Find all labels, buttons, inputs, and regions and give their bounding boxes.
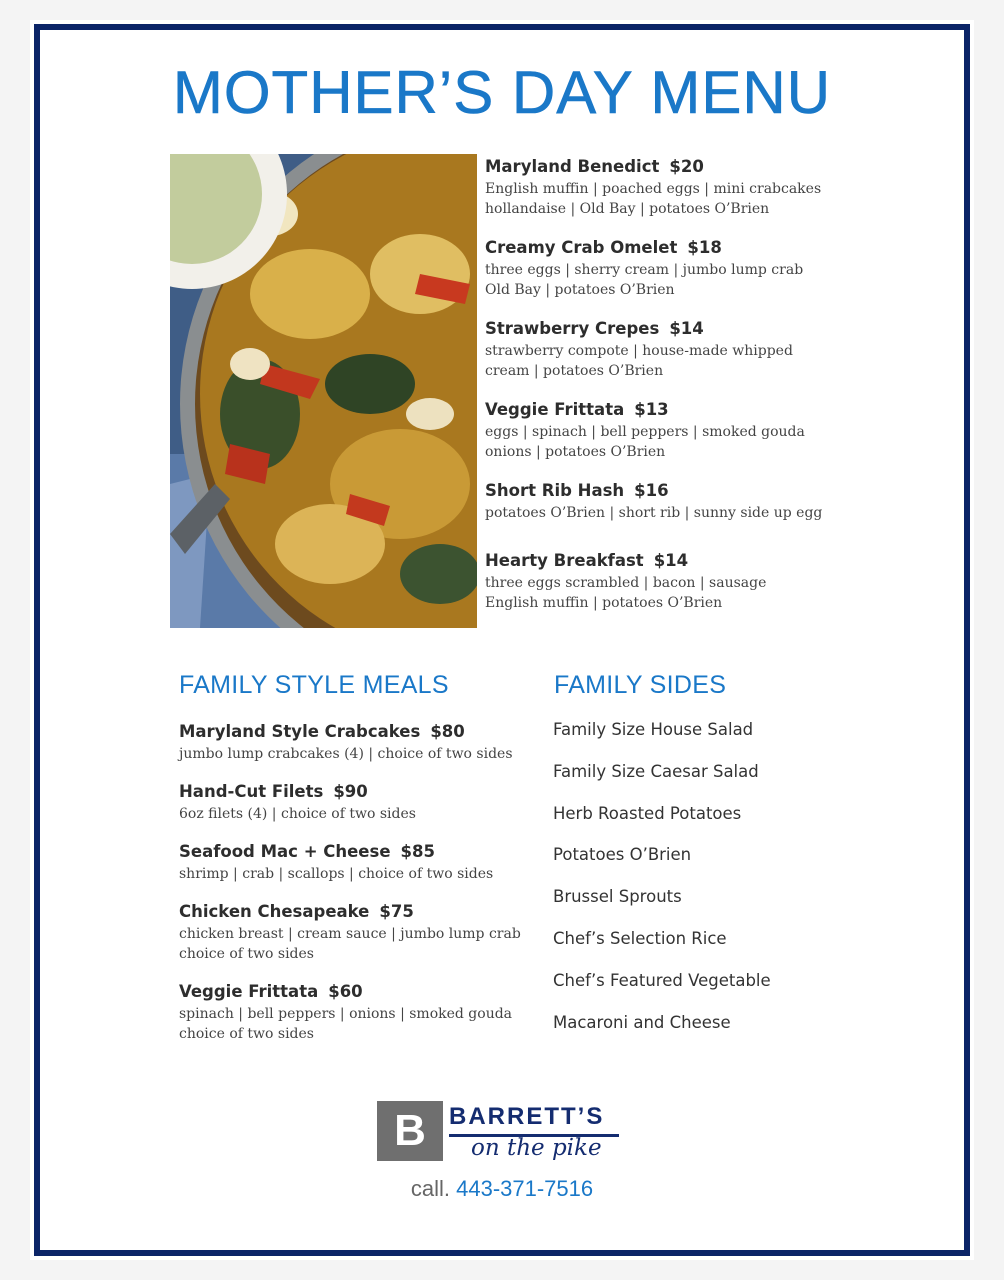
- menu-item: [179, 720, 539, 764]
- item-name: Maryland Benedict: [485, 157, 660, 176]
- item-price: $14: [669, 319, 704, 338]
- side-item: Family Size House Salad: [553, 720, 754, 739]
- item-price: $16: [634, 481, 669, 500]
- item-price: $14: [653, 551, 689, 570]
- item-price: $13: [634, 400, 669, 419]
- item-description: shrimp | crab | scallops | choice of two sides: [179, 866, 494, 882]
- item-price: $18: [687, 238, 722, 257]
- side-item: Brussel Sprouts: [553, 887, 682, 907]
- item-description: strawberry compote | house-made whipped: [485, 343, 793, 359]
- item-description: onions | potatoes O’Brien: [485, 444, 666, 460]
- item-price: $60: [328, 982, 363, 1001]
- item-description: potatoes O’Brien | short rib | sunny side up egg: [485, 505, 823, 521]
- item-description: English muffin | poached eggs | mini crabcakes: [485, 181, 822, 197]
- item-description: jumbo lump crabcakes (4) | choice of two sides: [179, 746, 513, 762]
- side-item: Chef’s Featured Vegetable: [553, 970, 771, 990]
- item-description: hollandaise | Old Bay | potatoes O’Brien: [485, 201, 770, 217]
- item-description: eggs | spinach | bell peppers | smoked gouda: [485, 424, 805, 440]
- frittata-photo: [170, 154, 477, 628]
- logo-name: BARRETT’S: [449, 1103, 605, 1130]
- call-label: call.: [410, 1176, 450, 1201]
- family-meals-heading: FAMILY STYLE MEALS: [179, 671, 449, 699]
- item-name: Creamy Crab Omelet: [485, 238, 678, 257]
- item-price: $75: [379, 902, 414, 921]
- side-item: Macaroni and Cheese: [553, 1012, 731, 1032]
- side-item: Chef’s Selection Rice: [553, 928, 727, 948]
- side-item: Herb Roasted Potatoes: [553, 803, 742, 823]
- item-name: Strawberry Crepes: [485, 319, 660, 338]
- item-name: Short Rib Hash: [485, 481, 625, 500]
- page-title: MOTHER’S DAY MENU: [172, 59, 832, 126]
- menu-item: [179, 840, 539, 884]
- item-price: $90: [333, 782, 368, 801]
- menu-item: [179, 900, 539, 964]
- item-name: Hearty Breakfast: [485, 551, 644, 570]
- item-name: Chicken Chesapeake: [179, 902, 370, 921]
- brunch-menu: [485, 155, 845, 630]
- item-description: chicken breast | cream sauce | jumbo lump crab: [179, 926, 521, 942]
- item-price: $80: [430, 722, 465, 741]
- menu-item: [179, 980, 539, 1044]
- item-description: 6oz filets (4) | choice of two sides: [179, 806, 416, 822]
- item-description: three eggs | sherry cream | jumbo lump crab: [485, 262, 804, 278]
- family-sides-list: [553, 718, 853, 1052]
- barretts-logo: [377, 1101, 627, 1165]
- side-item: Potatoes O’Brien: [553, 845, 692, 865]
- contact-line: [0, 1176, 1004, 1202]
- menu-item: [485, 398, 845, 462]
- menu-item: [179, 780, 539, 824]
- item-description: choice of two sides: [179, 1026, 314, 1042]
- item-description: English muffin | potatoes O’Brien: [485, 595, 723, 611]
- item-name: Hand-Cut Filets: [179, 782, 324, 801]
- item-name: Veggie Frittata: [485, 400, 625, 419]
- menu-item: [485, 317, 845, 381]
- side-item: Family Size Caesar Salad: [553, 761, 759, 781]
- item-description: three eggs scrambled | bacon | sausage: [485, 575, 767, 591]
- item-name: Veggie Frittata: [179, 982, 319, 1001]
- item-description: Old Bay | potatoes O’Brien: [485, 282, 675, 298]
- logo-mark: B: [377, 1101, 443, 1161]
- phone-number: 443-371-7516: [456, 1176, 594, 1201]
- menu-item: [485, 155, 845, 219]
- item-name: Seafood Mac + Cheese: [179, 842, 391, 861]
- item-description: choice of two sides: [179, 946, 314, 962]
- menu-item: [485, 236, 845, 300]
- menu-item: [485, 479, 845, 523]
- item-price: $85: [400, 842, 435, 861]
- menu-item: [485, 549, 845, 613]
- logo-tagline: on the pike: [471, 1135, 602, 1161]
- item-description: cream | potatoes O’Brien: [485, 363, 664, 379]
- family-meals-list: [179, 720, 539, 1060]
- family-sides-heading: FAMILY SIDES: [554, 671, 727, 699]
- item-name: Maryland Style Crabcakes: [179, 722, 421, 741]
- item-price: $20: [669, 157, 704, 176]
- item-description: spinach | bell peppers | onions | smoked gouda: [179, 1006, 513, 1022]
